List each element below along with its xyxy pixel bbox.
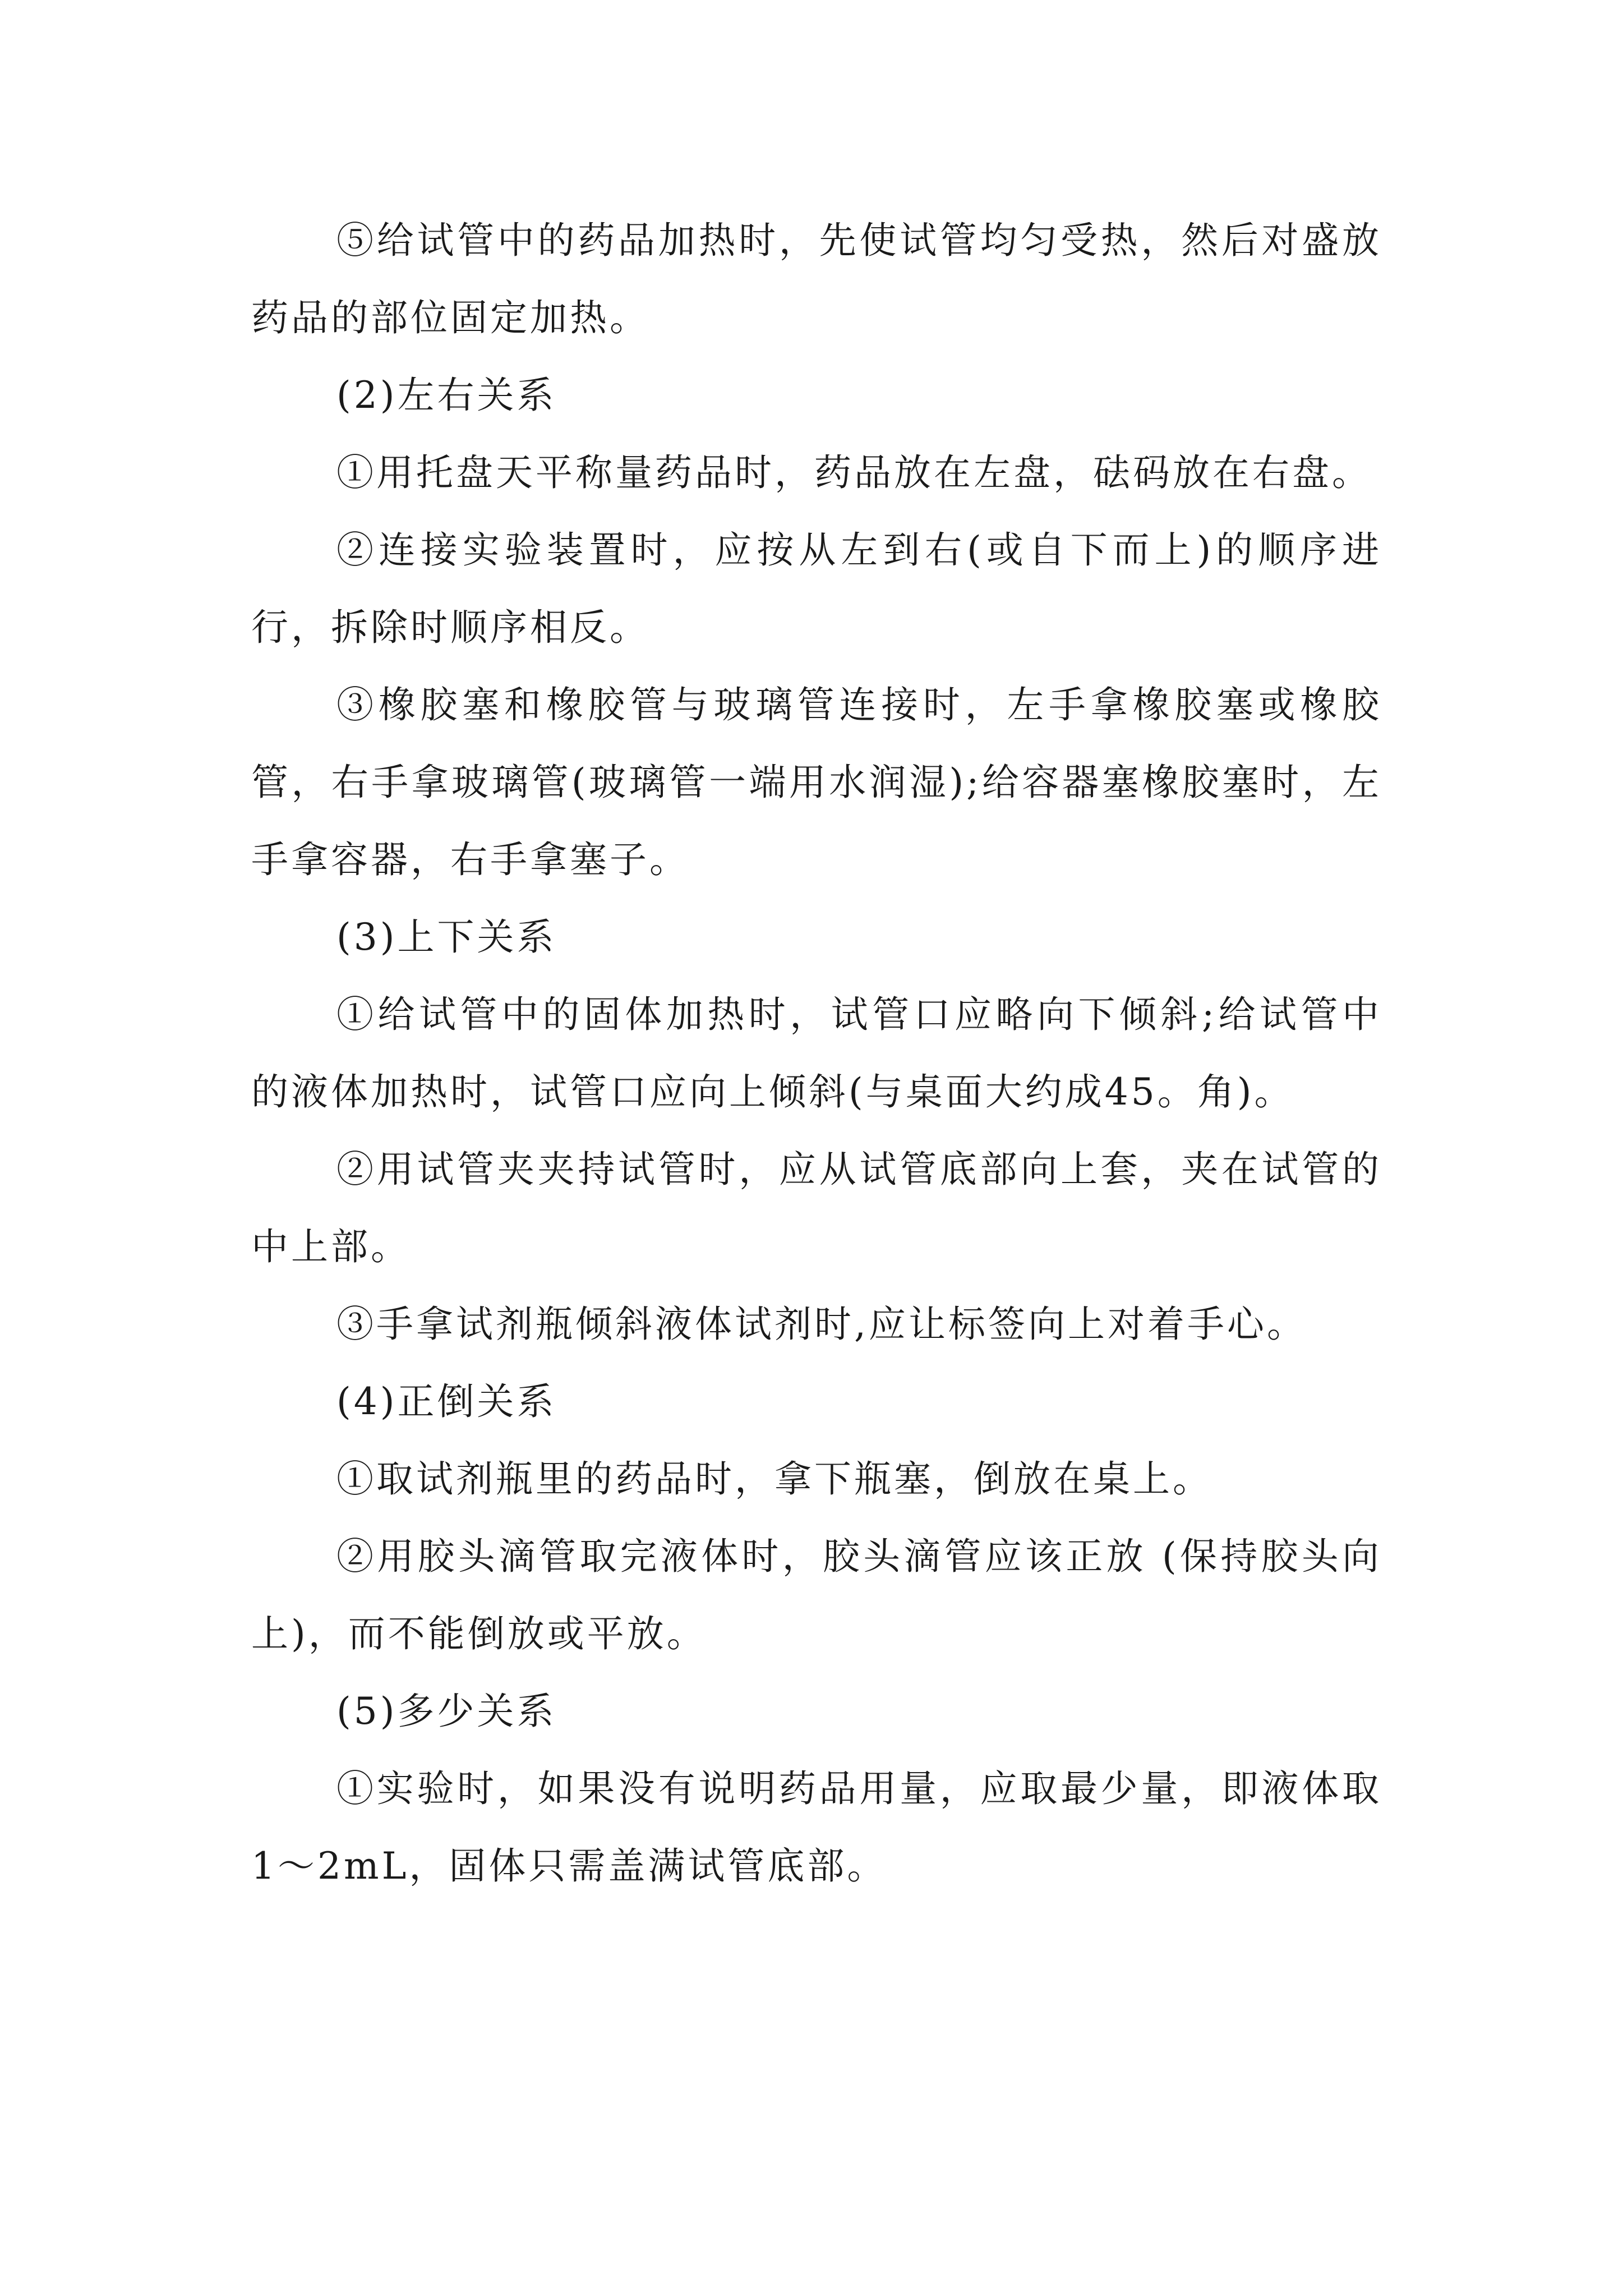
para-1-minimum-amount: ①实验时，如果没有说明药品用量，应取最少量，即液体取 1～2mL，固体只需盖满试管底部。 <box>251 1767 1382 1888</box>
heading-quantity: (5)多少关系 <box>336 1690 557 1733</box>
para-2-connect-apparatus: ②连接实验装置时，应按从左到右(或自下而上)的顺序进行，拆除时顺序相反。 <box>251 528 1382 649</box>
heading-upright-inverted: (4)正倒关系 <box>336 1380 557 1423</box>
para-3-rubber-stopper: ③橡胶塞和橡胶管与玻璃管连接时，左手拿橡胶塞或橡胶管，右手拿玻璃管(玻璃管一端用水润湿);给容器塞橡胶塞时，左手拿容器，右手拿塞子。 <box>251 683 1382 881</box>
para-1-heating-solid-liquid: ①给试管中的固体加热时，试管口应略向下倾斜;给试管中的液体加热时，试管口应向上倾斜(与桌面大约成45。角)。 <box>251 993 1382 1114</box>
para-2-dropper: ②用胶头滴管取完液体时，胶头滴管应该正放 (保持胶头向上)，而不能倒放或平放。 <box>251 1535 1382 1655</box>
para-3-pour-reagent: ③手拿试剂瓶倾斜液体试剂时,应让标签向上对着手心。 <box>336 1303 1307 1346</box>
para-1-balance-weighing: ①用托盘天平称量药品时，药品放在左盘，砝码放在右盘。 <box>336 451 1372 494</box>
document-body <box>251 202 1382 1905</box>
para-5-heating-test-tube: ⑤给试管中的药品加热时，先使试管均匀受热，然后对盛放药品的部位固定加热。 <box>251 219 1382 339</box>
para-1-bottle-stopper: ①取试剂瓶里的药品时，拿下瓶塞，倒放在桌上。 <box>336 1457 1212 1501</box>
heading-left-right: (2)左右关系 <box>336 374 557 417</box>
para-2-test-tube-holder: ②用试管夹夹持试管时，应从试管底部向上套，夹在试管的中上部。 <box>251 1148 1382 1268</box>
heading-up-down: (3)上下关系 <box>336 915 557 959</box>
